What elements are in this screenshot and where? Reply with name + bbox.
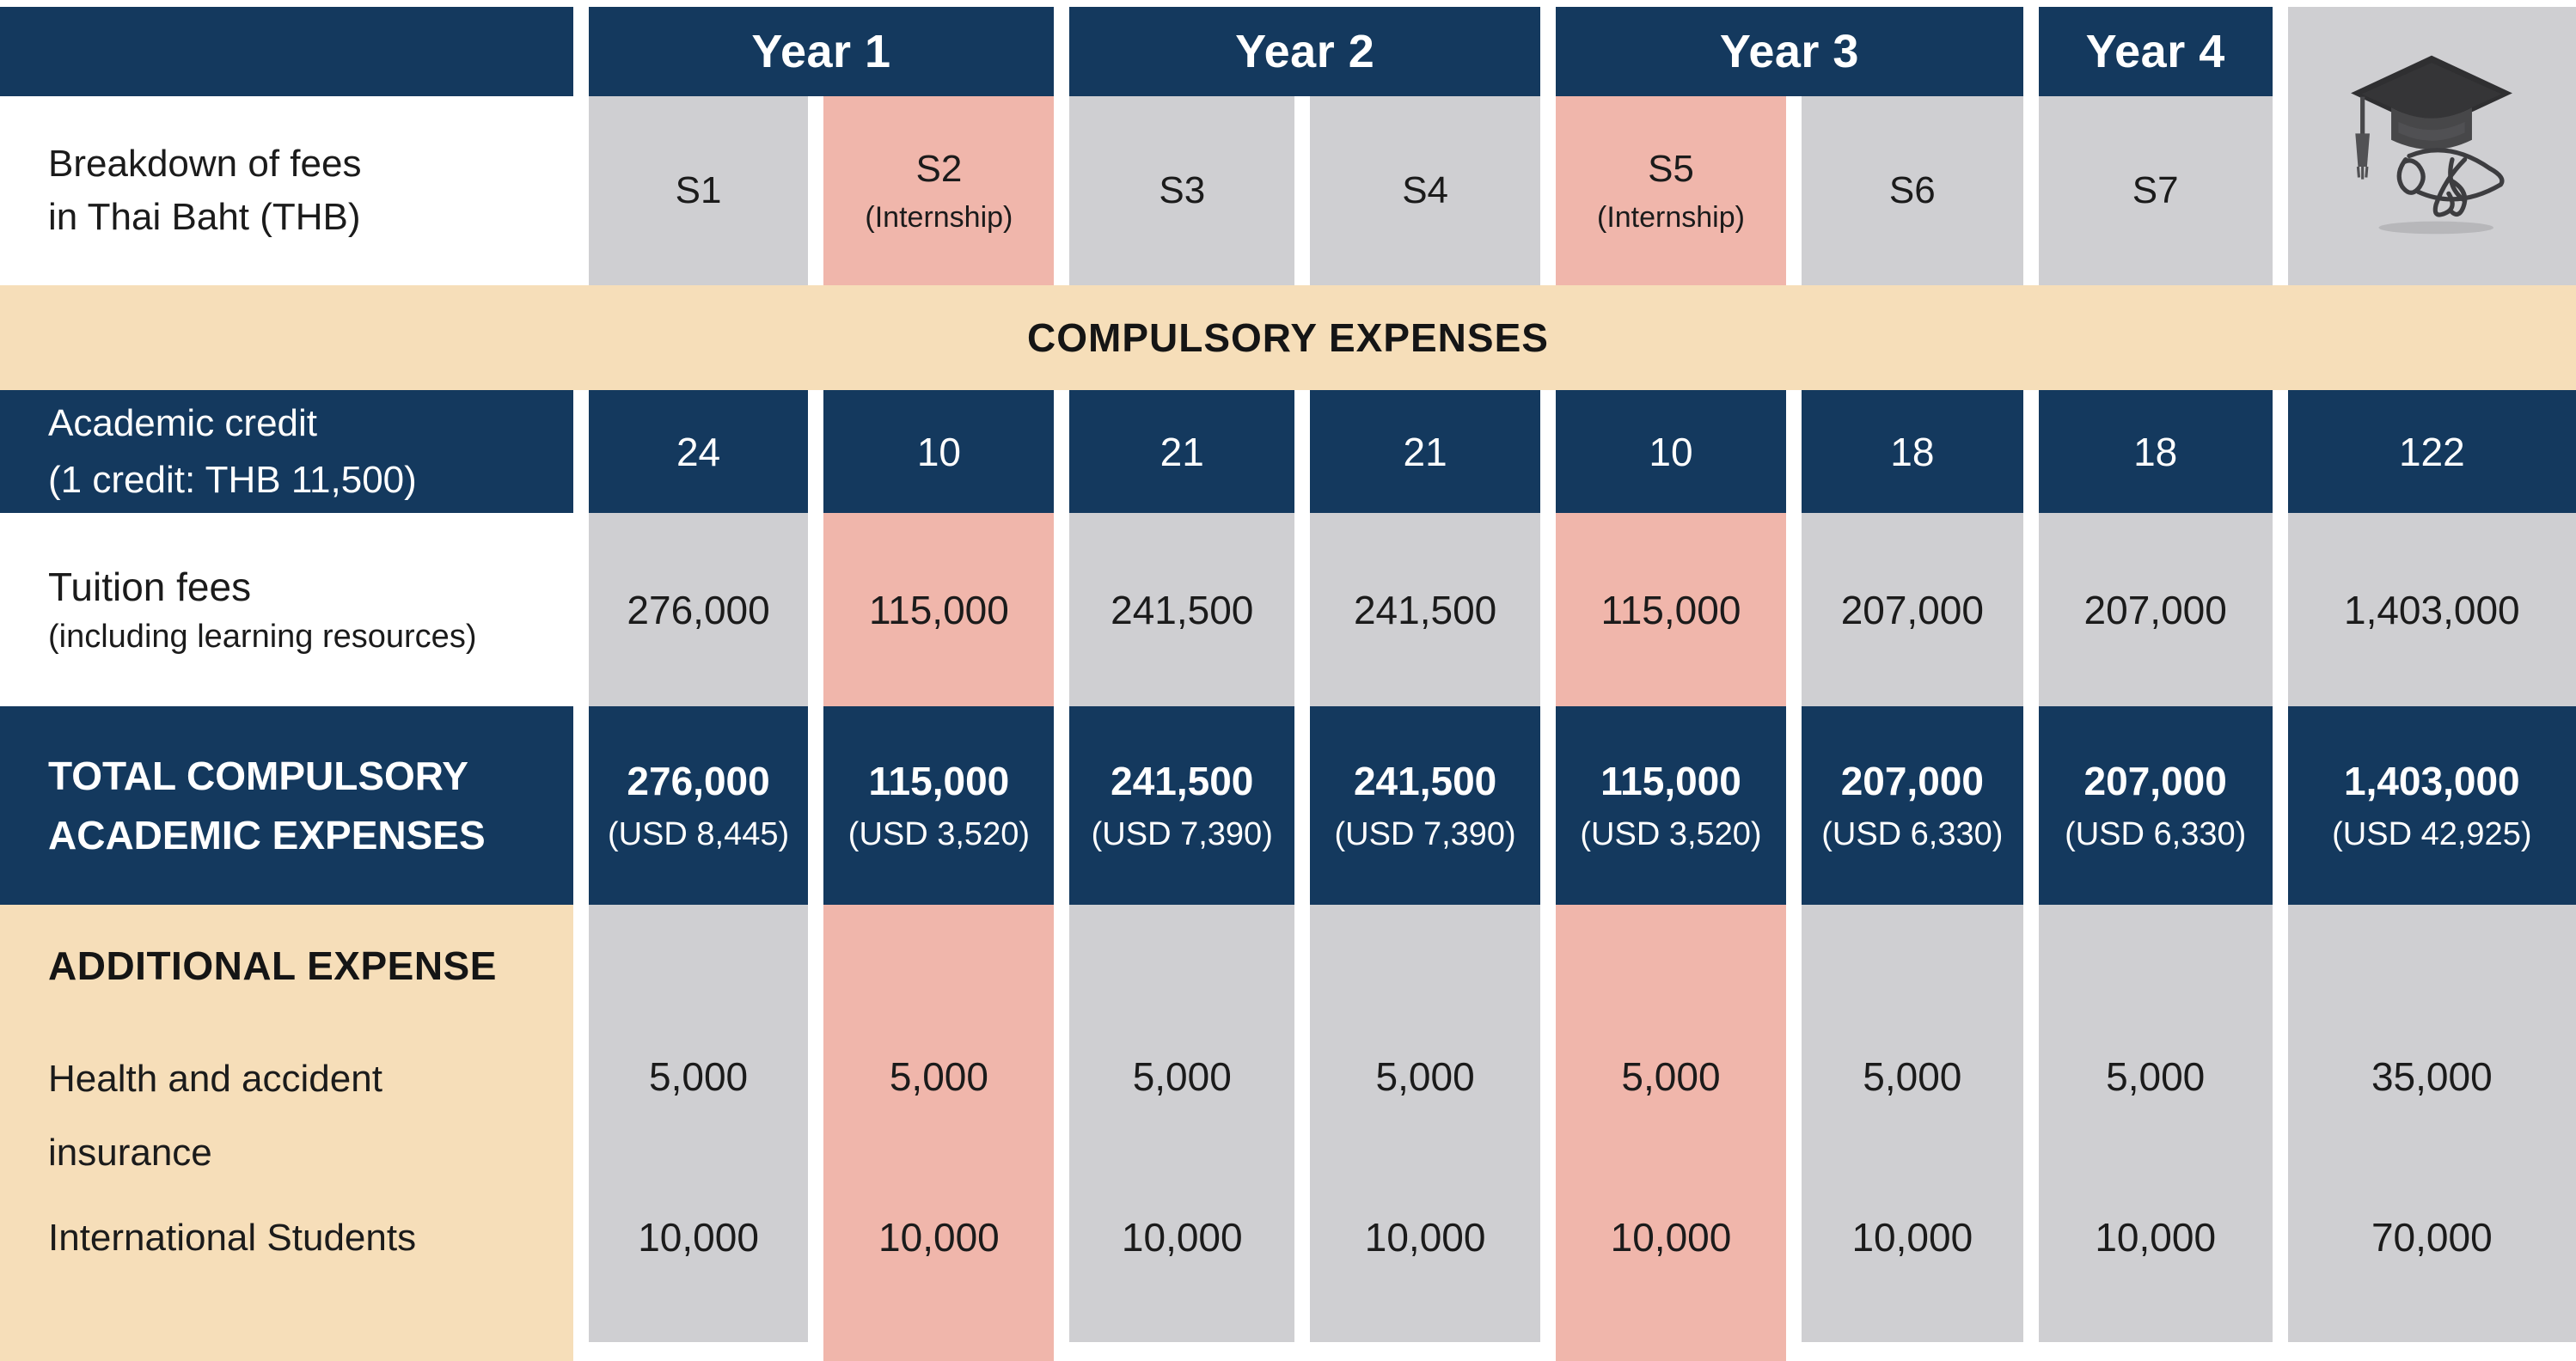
semester-header-s2 [823,96,1054,285]
total-thb: 207,000 [2083,759,2227,803]
corner-header-block [0,7,573,96]
academic-credit-value-s2: 10 [823,390,1054,513]
semester-header-s5 [1556,96,1786,285]
total-thb: 207,000 [1840,759,1984,803]
internship-note: (Internship) [1597,200,1745,234]
insurance-value-s6: 5,000 [1863,1054,1962,1099]
academic-credit-label-line1: Academic credit [48,401,318,444]
total-thb: 115,000 [1600,759,1741,803]
total-value-s3 [1069,706,1294,905]
total-thb: 241,500 [1353,759,1497,803]
academic-credit-row-label [0,390,573,513]
additional-expense-label-block [0,905,573,1361]
insurance-value-s2: 5,000 [889,1054,988,1099]
corner-title [0,96,573,285]
semester-label: S3 [1159,169,1206,211]
semester-label: S2 [915,147,963,190]
total-value-s2 [823,706,1054,905]
corner-title-line2: in Thai Baht (THB) [48,196,361,238]
tuition-value-s5: 115,000 [1556,513,1786,706]
academic-credit-value-s5: 10 [1556,390,1786,513]
total-value-grand [2288,706,2576,905]
semester-label: S7 [2132,169,2179,211]
international-value-s2: 10,000 [878,1215,1000,1260]
total-usd: (USD 6,330) [2065,816,2247,852]
compulsory-expenses-banner: COMPULSORY EXPENSES [0,285,2576,390]
tuition-value-s3: 241,500 [1069,513,1294,706]
international-value-total: 70,000 [2371,1215,2493,1260]
tuition-value-s1: 276,000 [589,513,809,706]
semester-label: S5 [1648,147,1694,190]
international-value-s1: 10,000 [638,1215,759,1260]
semester-header-s7 [2039,96,2273,285]
international-value-s3: 10,000 [1121,1215,1243,1260]
grand-total-header-block [2288,7,2576,285]
total-label-line1: TOTAL COMPULSORY [48,753,468,798]
academic-credit-value-s6: 18 [1802,390,2023,513]
insurance-value-s4: 5,000 [1375,1054,1475,1099]
total-value-s1 [589,706,809,905]
total-usd: (USD 42,925) [2332,816,2532,852]
additional-expense-heading: ADDITIONAL EXPENSE [48,943,497,988]
total-thb: 276,000 [627,759,770,803]
additional-column-total [2288,905,2576,1361]
tuition-value-s7: 207,000 [2039,513,2273,706]
additional-column-s7 [2039,905,2273,1361]
insurance-value-s7: 5,000 [2106,1054,2206,1099]
semester-label: S4 [1402,169,1449,211]
academic-credit-label-line2: (1 credit: THB 11,500) [48,458,417,501]
academic-credit-value-s1: 24 [589,390,809,513]
total-value-s6 [1802,706,2023,905]
insurance-value-s3: 5,000 [1132,1054,1232,1099]
total-value-s4 [1310,706,1540,905]
total-row-label [0,706,573,905]
tuition-value-s6: 207,000 [1802,513,2023,706]
semester-header-s4 [1310,96,1540,285]
additional-column-s2 [823,905,1054,1361]
semester-label: S6 [1888,169,1936,211]
insurance-value-total: 35,000 [2371,1054,2493,1099]
tuition-label-line2: (including learning resources) [48,619,477,655]
total-thb: 115,000 [868,759,1010,803]
academic-credit-value-s3: 21 [1069,390,1294,513]
total-usd: (USD 6,330) [1821,816,2004,852]
tuition-value-s4: 241,500 [1310,513,1540,706]
total-usd: (USD 7,390) [1334,816,1516,852]
academic-credit-value-s7: 18 [2039,390,2273,513]
insurance-row-label [48,1042,382,1190]
total-usd: (USD 8,445) [607,816,790,852]
total-thb: 241,500 [1111,759,1254,803]
total-value-s7 [2039,706,2273,905]
year-1-header: Year 1 [589,7,1055,96]
semester-label: S1 [675,169,722,211]
total-usd: (USD 3,520) [1580,816,1762,852]
additional-column-s4 [1310,905,1540,1361]
tuition-value-total: 1,403,000 [2288,513,2576,706]
internship-note: (Internship) [865,200,1013,234]
tuition-value-s2: 115,000 [823,513,1054,706]
additional-column-s5 [1556,905,1786,1361]
total-label-line2: ACADEMIC EXPENSES [48,812,486,857]
international-value-s6: 10,000 [1851,1215,1973,1260]
academic-credit-value-total: 122 [2288,390,2576,513]
international-row-label: International Students [48,1217,417,1259]
semester-header-s1 [589,96,809,285]
total-value-s5 [1556,706,1786,905]
year-4-header: Year 4 [2039,7,2273,96]
total-usd: (USD 7,390) [1091,816,1273,852]
year-3-header: Year 3 [1556,7,2023,96]
semester-header-s6 [1802,96,2023,285]
insurance-value-s5: 5,000 [1621,1054,1721,1099]
tuition-label-line1: Tuition fees [48,565,252,609]
corner-title-line1: Breakdown of fees [48,142,362,185]
total-usd: (USD 3,520) [847,816,1030,852]
total-thb: 1,403,000 [2343,759,2520,803]
additional-column-s1 [589,905,809,1361]
graduation-cap-icon [2328,43,2535,249]
year-2-header: Year 2 [1069,7,1540,96]
academic-credit-value-s4: 21 [1310,390,1540,513]
international-value-s4: 10,000 [1364,1215,1486,1260]
international-value-s5: 10,000 [1610,1215,1732,1260]
additional-column-s3 [1069,905,1294,1361]
insurance-value-s1: 5,000 [649,1054,749,1099]
tuition-row-label [0,513,573,706]
insurance-label-line1: Health and accident [48,1058,382,1100]
additional-column-s6 [1802,905,2023,1361]
insurance-label-line2: insurance [48,1132,212,1174]
international-value-s7: 10,000 [2095,1215,2217,1260]
semester-header-s3 [1069,96,1294,285]
